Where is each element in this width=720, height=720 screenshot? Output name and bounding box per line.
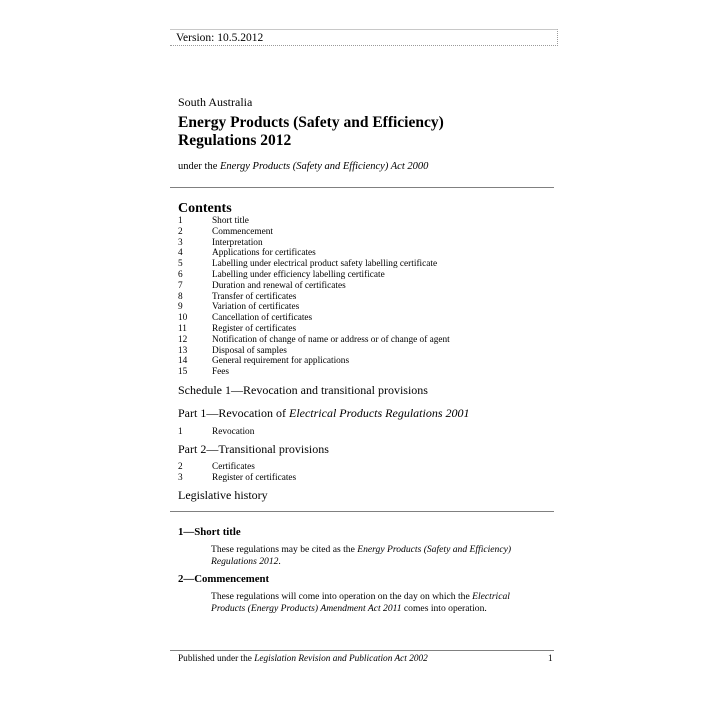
section-1-heading: 1—Short title [178, 526, 241, 538]
s1-regulation-name: Energy Products (Safety and Efficiency) Regulations 2012 [211, 544, 512, 568]
toc-item-11[interactable] [178, 324, 450, 335]
toc-item-label: Register of certificates [212, 473, 297, 483]
toc-item-15[interactable] [178, 367, 450, 378]
enabling-act-prefix: under the [178, 161, 220, 172]
section-2-heading: 2—Commencement [178, 573, 270, 585]
toc-item-number: 9 [178, 302, 183, 313]
divider [170, 511, 554, 512]
toc-item-1[interactable] [178, 216, 450, 227]
version-label: Version: 10.5.2012 [170, 29, 558, 46]
toc-item-number: 1 [178, 427, 183, 437]
toc-item-label: Register of certificates [212, 323, 297, 334]
footer-prefix: Published under the [178, 654, 255, 664]
toc-item-number: 14 [178, 356, 188, 367]
s2-suffix: comes into operation. [401, 603, 487, 615]
contents-heading: Contents [178, 201, 232, 216]
part1-prefix: Part 1—Revocation of [178, 406, 289, 420]
page-number: 1 [548, 654, 553, 664]
toc-item-number: 12 [178, 334, 188, 345]
toc-item-part2-3[interactable] [178, 473, 296, 483]
toc-item-label: Duration and renewal of certificates [212, 280, 346, 291]
toc-item-number: 11 [178, 323, 187, 334]
section-2-text [211, 591, 531, 616]
toc-item-number: 15 [178, 367, 188, 378]
footer-act-name: Legislation Revision and Publication Act 2002 [254, 654, 428, 664]
schedule-heading[interactable]: Schedule 1—Revocation and transitional provisions [178, 383, 428, 397]
title-line-1: Energy Products (Safety and Efficiency) [178, 114, 444, 131]
toc-item-number: 5 [178, 259, 183, 270]
toc-item-14[interactable] [178, 356, 450, 367]
section-1-text [211, 544, 531, 569]
toc-item-3[interactable] [178, 238, 450, 249]
toc-item-8[interactable] [178, 292, 450, 303]
toc-item-label: Fees [212, 367, 230, 378]
s1-prefix: These regulations may be cited as the [211, 544, 358, 555]
toc-item-9[interactable] [178, 302, 450, 313]
enabling-act-name: Energy Products (Safety and Efficiency) Act 2000 [220, 161, 429, 172]
toc-item-label: Revocation [212, 427, 255, 437]
toc-item-5[interactable] [178, 259, 450, 270]
toc-item-number: 8 [178, 291, 183, 302]
part1-act-name: Electrical Products Regulations 2001 [288, 406, 470, 420]
jurisdiction: South Australia [178, 95, 253, 109]
toc-item-label: Applications for certificates [212, 248, 316, 259]
toc-item-part1-1[interactable] [178, 427, 254, 437]
toc-item-label: Labelling under electrical product safety labelling certificate [212, 259, 438, 270]
contents-list [178, 216, 450, 378]
s1-suffix: . [278, 556, 281, 568]
toc-item-number: 4 [178, 248, 183, 259]
toc-item-label: Transfer of certificates [212, 291, 297, 302]
toc-item-label: General requirement for applications [212, 356, 350, 367]
toc-item-number: 3 [178, 473, 183, 483]
s2-prefix: These regulations will come into operation on the day on which the [211, 591, 473, 602]
toc-item-label: Labelling under efficiency labelling certificate [212, 269, 385, 280]
part1-heading[interactable] [178, 406, 470, 421]
toc-item-label: Interpretation [212, 237, 263, 248]
toc-item-label: Short title [212, 216, 249, 226]
toc-item-10[interactable] [178, 313, 450, 324]
toc-item-label: Notification of change of name or address or of change of agent [212, 334, 450, 345]
toc-item-6[interactable] [178, 270, 450, 281]
part2-heading[interactable]: Part 2—Transitional provisions [178, 442, 329, 456]
toc-item-number: 6 [178, 269, 183, 280]
toc-item-label: Cancellation of certificates [212, 313, 313, 324]
toc-item-13[interactable] [178, 346, 450, 357]
toc-item-label: Disposal of samples [212, 345, 287, 356]
toc-item-12[interactable] [178, 335, 450, 346]
footer-divider [170, 650, 554, 651]
toc-item-number: 2 [178, 462, 183, 472]
title-line-2: Regulations 2012 [178, 132, 292, 149]
toc-item-number: 13 [178, 345, 188, 356]
toc-item-number: 1 [178, 216, 183, 226]
toc-item-number: 7 [178, 280, 183, 291]
toc-item-label: Certificates [212, 462, 255, 472]
divider [170, 187, 554, 188]
s2-act-name: Electrical Products (Energy Products) Amendment Act 2011 [211, 591, 510, 615]
toc-item-2[interactable] [178, 227, 450, 238]
toc-item-4[interactable] [178, 248, 450, 259]
toc-item-number: 10 [178, 313, 188, 324]
footer-publication [178, 654, 428, 664]
toc-item-part2-2[interactable] [178, 462, 255, 472]
toc-item-label: Commencement [212, 226, 273, 237]
document-title [178, 114, 444, 150]
toc-item-number: 3 [178, 237, 183, 248]
toc-item-7[interactable] [178, 281, 450, 292]
toc-item-label: Variation of certificates [212, 302, 300, 313]
enabling-act [178, 161, 428, 172]
legislative-history-link[interactable]: Legislative history [178, 488, 268, 502]
toc-item-number: 2 [178, 226, 183, 237]
